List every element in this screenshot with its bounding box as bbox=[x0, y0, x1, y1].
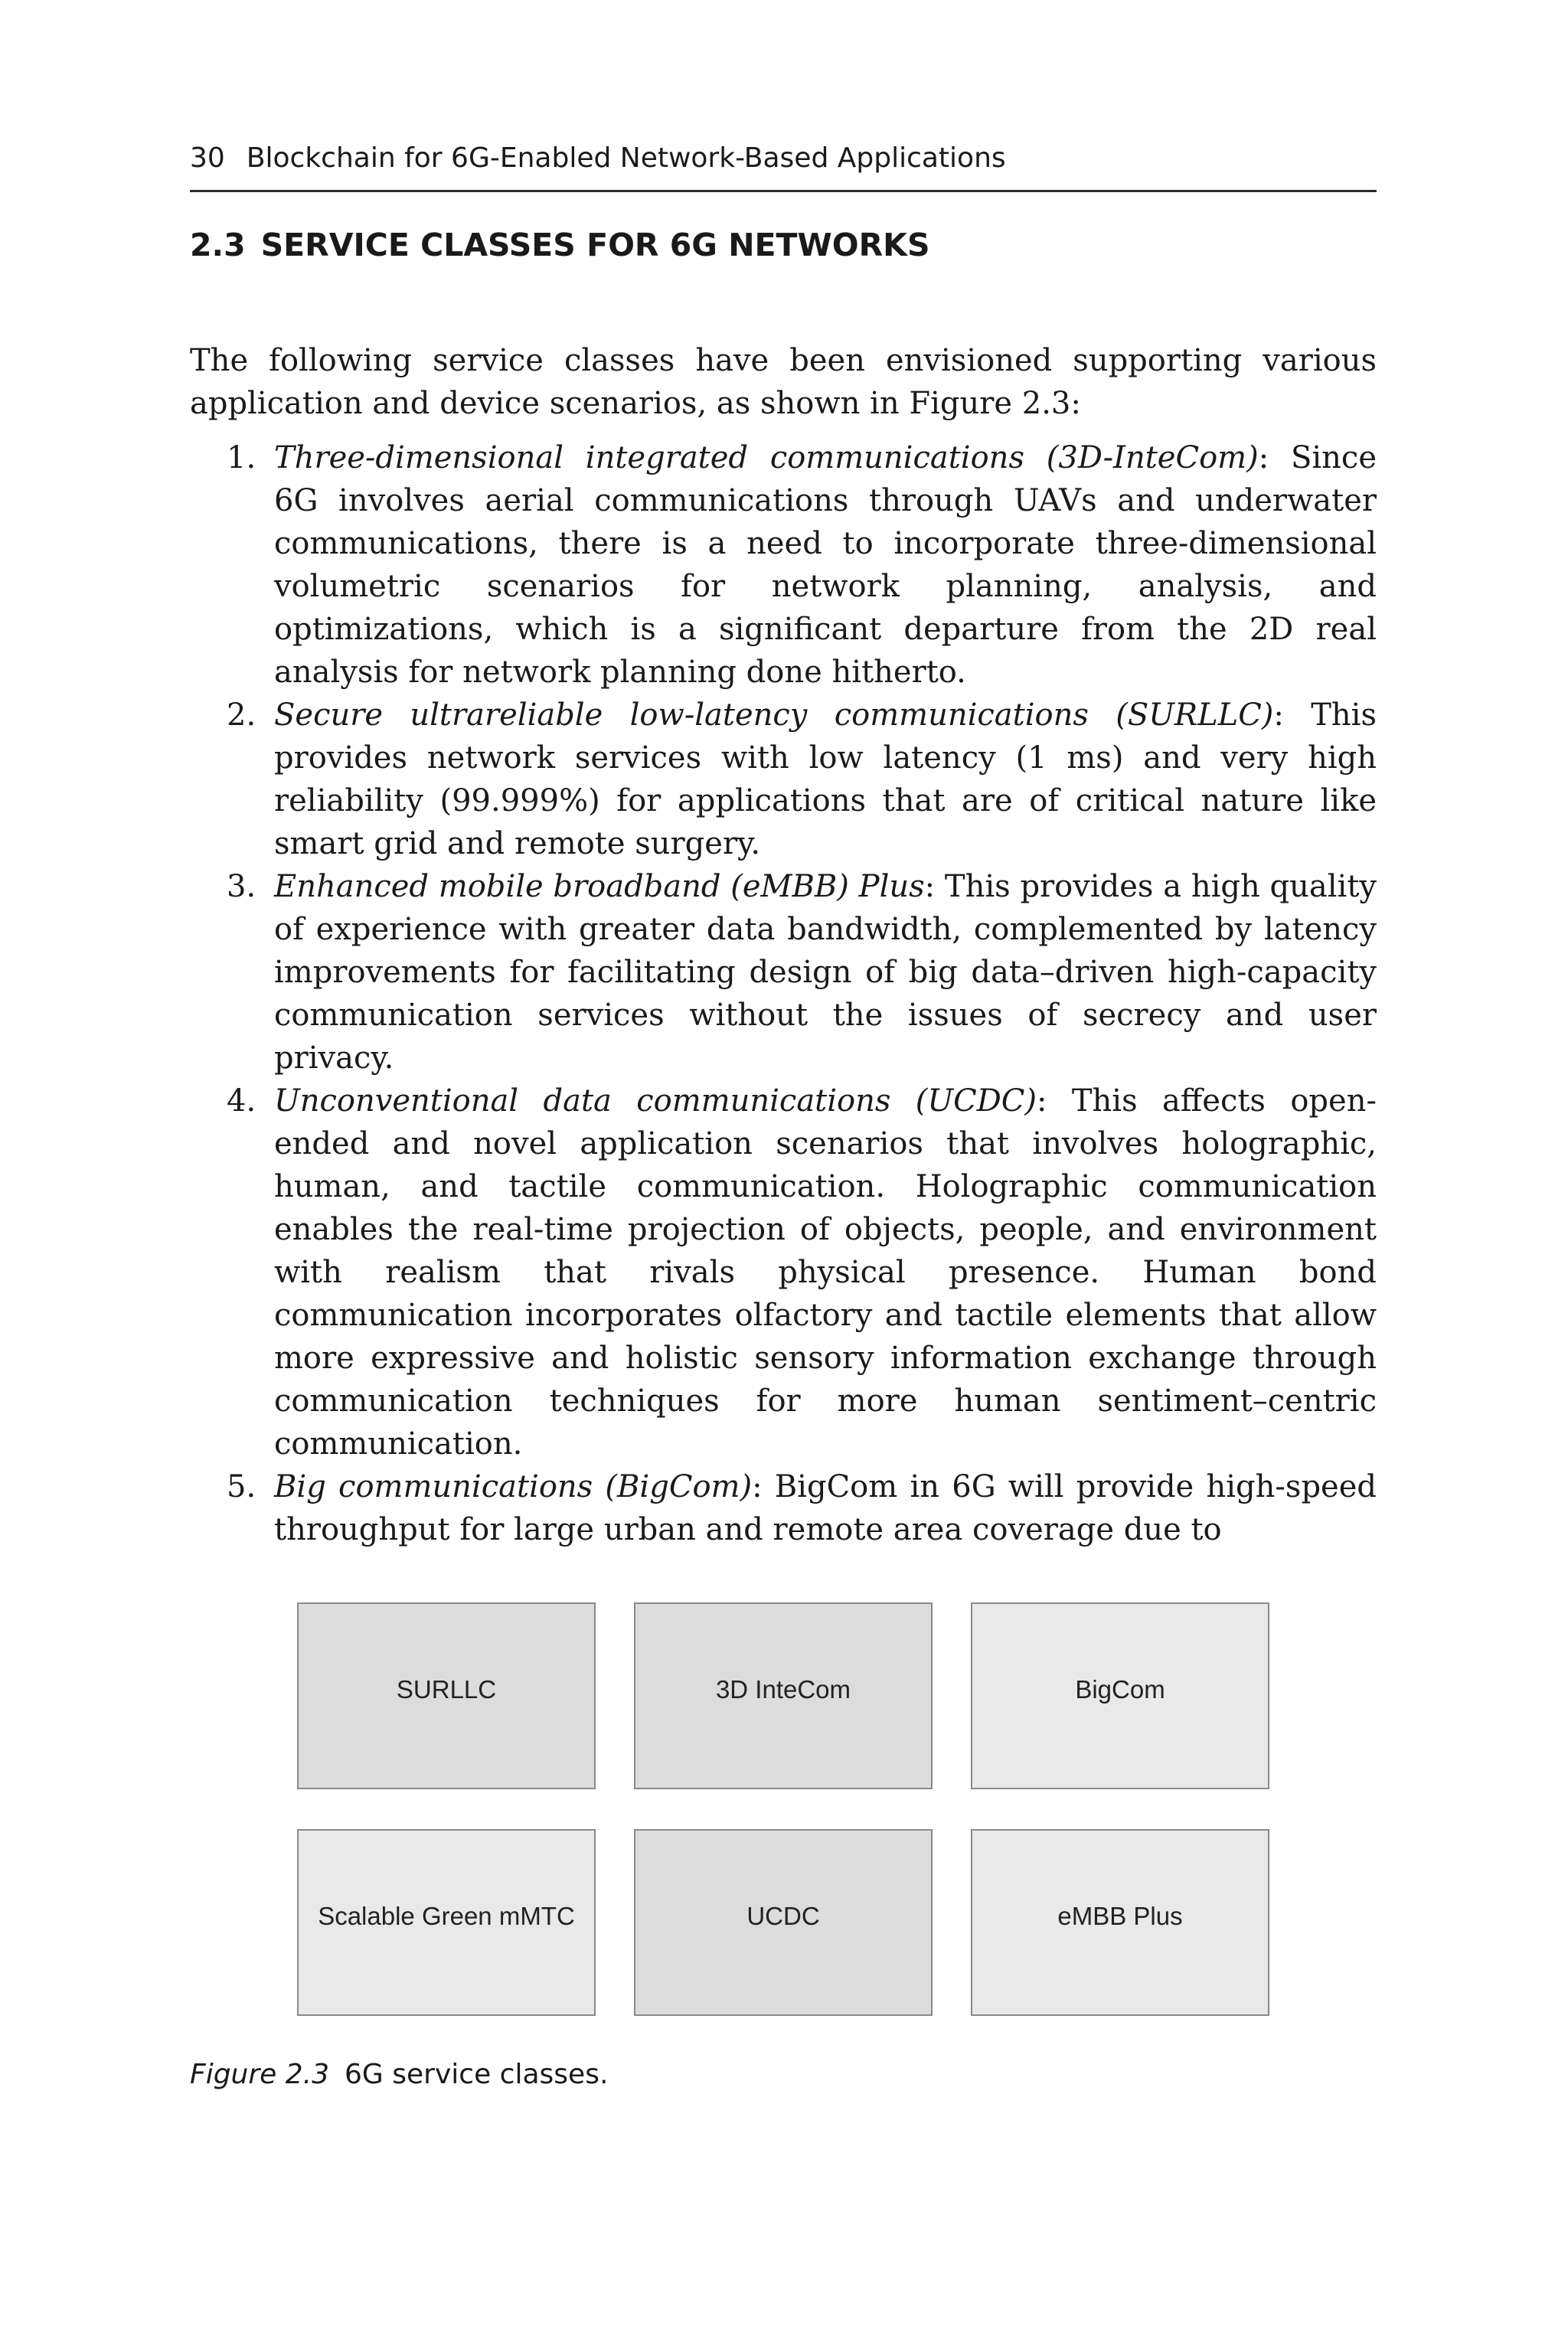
item-number: 1. bbox=[227, 440, 256, 475]
item-number: 3. bbox=[227, 869, 256, 904]
box-label: Scalable Green mMTC bbox=[318, 1902, 575, 1930]
section-heading bbox=[190, 226, 1377, 264]
service-box-scalable-green-mmtc bbox=[297, 1829, 596, 2016]
service-classes-figure bbox=[297, 1602, 1269, 2016]
list-item bbox=[190, 1080, 1377, 1465]
item-term: Three-dimensional integrated communications (3D-InteCom) bbox=[274, 440, 1259, 475]
item-text: : BigCom in 6G will provide high-speed throughput for large urban and remote area coverage due to bbox=[274, 1469, 1377, 1547]
item-text: : This provides network services with low latency (1 ms) and very high reliability (99.999%) for applications that are of critical nature like smart grid and remote surgery. bbox=[274, 697, 1377, 861]
list-item bbox=[190, 436, 1377, 694]
running-title: Blockchain for 6G-Enabled Network-Based Applications bbox=[246, 142, 1006, 174]
box-label: 3D InteCom bbox=[715, 1675, 851, 1704]
item-text: : Since 6G involves aerial communications through UAVs and underwater communications, there is a need to incorporate three-dimensional volumetric scenarios for network planning, analysis, and optimizations, which is a significant departure from the 2D real analysis for network planning done hitherto. bbox=[274, 440, 1377, 690]
section-number: 2.3 bbox=[190, 227, 246, 263]
item-term: Unconventional data communications (UCDC) bbox=[274, 1083, 1037, 1119]
service-box-surllc bbox=[297, 1602, 596, 1789]
item-number: 4. bbox=[227, 1083, 256, 1119]
box-label: BigCom bbox=[1075, 1675, 1165, 1704]
running-head bbox=[190, 142, 1377, 175]
item-number: 5. bbox=[227, 1469, 256, 1504]
service-box-ucdc bbox=[634, 1829, 933, 2016]
item-text: : This affects open-ended and novel application scenarios that involves holographic, human, and tactile communication. Holographic communication enables the real-time projection of objects, people, and environment with realism that rivals physical presence. Human bond communication incorporates olfactory and tactile elements that allow more expressive and holistic sensory information exchange through communication techniques for more human sentiment–centric communication. bbox=[274, 1083, 1377, 1462]
box-label: SURLLC bbox=[396, 1675, 497, 1704]
service-box-embb-plus bbox=[971, 1829, 1269, 2016]
header-rule bbox=[190, 190, 1377, 192]
item-term: Secure ultrareliable low-latency communications (SURLLC) bbox=[274, 697, 1274, 733]
item-term: Big communications (BigCom) bbox=[274, 1469, 753, 1504]
section-title: SERVICE CLASSES FOR 6G NETWORKS bbox=[260, 227, 930, 263]
service-box-3d-intecom bbox=[634, 1602, 933, 1789]
intro-paragraph: The following service classes have been envisioned supporting various application and device scenarios, as shown in Figure 2.3: bbox=[190, 343, 1377, 421]
item-term: Enhanced mobile broadband (eMBB) Plus bbox=[274, 869, 925, 904]
box-label: eMBB Plus bbox=[1057, 1902, 1183, 1930]
caption-label: Figure 2.3 bbox=[190, 2059, 330, 2090]
service-class-list bbox=[190, 436, 1377, 1551]
list-item bbox=[190, 1465, 1377, 1551]
list-item bbox=[190, 865, 1377, 1080]
item-number: 2. bbox=[227, 697, 256, 733]
list-item bbox=[190, 694, 1377, 865]
page-number: 30 bbox=[190, 142, 225, 174]
caption-text: 6G service classes. bbox=[345, 2059, 609, 2090]
service-box-bigcom bbox=[971, 1602, 1269, 1789]
figure-caption bbox=[190, 2058, 1377, 2092]
item-text: : This provides a high quality of experience with greater data bandwidth, complemented by latency improvements for facilitating design of big data–driven high-capacity communication services without the issues of secrecy and user privacy. bbox=[274, 869, 1377, 1076]
box-label: UCDC bbox=[746, 1902, 820, 1930]
